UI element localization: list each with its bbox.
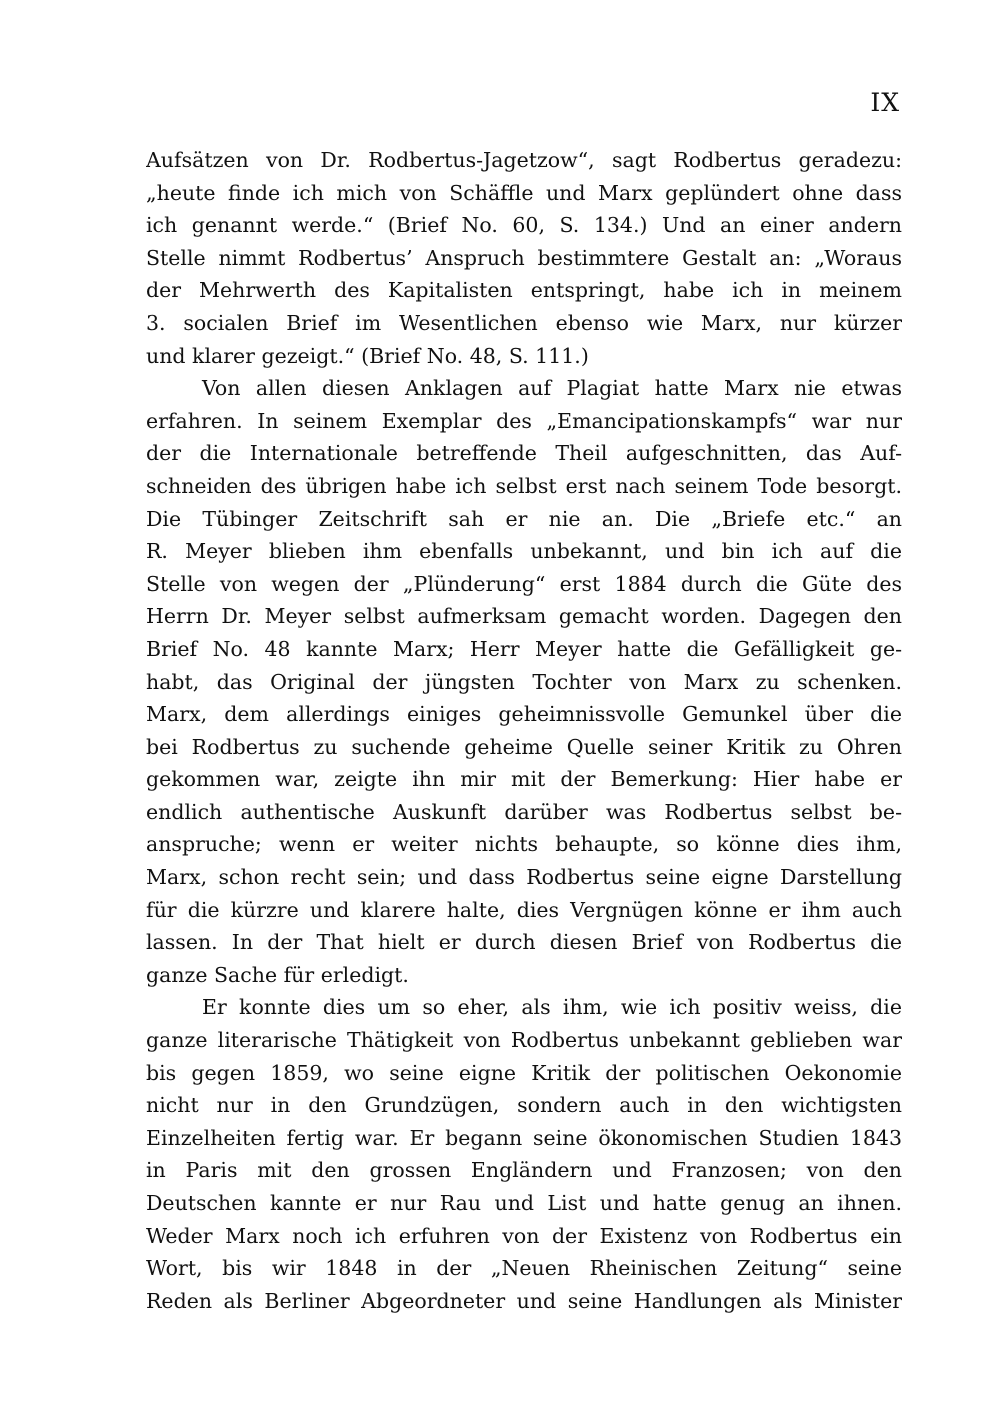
text-line: Herrn Dr. Meyer selbst aufmerksam gemacht worden. Dagegen den xyxy=(146,604,902,629)
text-line: R. Meyer blieben ihm ebenfalls unbekannt, und bin ich auf die xyxy=(146,539,902,564)
text-line: ganze literarische Thätigkeit von Rodbertus unbekannt geblieben war xyxy=(146,1028,902,1053)
text-line: Brief No. 48 kannte Marx; Herr Meyer hatte die Gefälligkeit ge- xyxy=(146,636,902,661)
text-line: Wort, bis wir 1848 in der „Neuen Rheinischen Zeitung“ seine xyxy=(146,1256,902,1281)
text-line: Aufsätzen von Dr. Rodbertus-Jagetzow“, sagt Rodbertus geradezu: xyxy=(146,148,902,172)
text-line: gekommen war, zeigte ihn mir mit der Bemerkung: Hier habe er xyxy=(146,767,902,792)
text-line: Einzelheiten fertig war. Er begann seine ökonomischen Studien 1843 xyxy=(146,1125,902,1150)
text-line: der die Internationale betreffende Theil aufgeschnitten, das Auf- xyxy=(146,441,902,466)
page-number: IX xyxy=(870,88,900,117)
text-line: und klarer gezeigt.“ (Brief No. 48, S. 111.) xyxy=(146,343,589,368)
text-line: schneiden des übrigen habe ich selbst erst nach seinem Tode besorgt. xyxy=(146,473,902,498)
text-line: endlich authentische Auskunft darüber was Rodbertus selbst be- xyxy=(146,799,902,824)
text-line: „heute finde ich mich von Schäffle und Marx geplündert ohne dass xyxy=(146,180,902,205)
text-line: für die kürzre und klarere halte, dies Vergnügen könne er ihm auch xyxy=(146,897,902,922)
text-line: lassen. In der That hielt er durch diesen Brief von Rodbertus die xyxy=(146,930,902,955)
text-line: habt, das Original der jüngsten Tochter von Marx zu schenken. xyxy=(146,669,902,694)
text-line: ich genannt werde.“ (Brief No. 60, S. 134.) Und an einer andern xyxy=(146,213,902,238)
text-line: Marx, dem allerdings einiges geheimnissvolle Gemunkel über die xyxy=(146,702,902,727)
text-line: Stelle von wegen der „Plünderung“ erst 1884 durch die Güte des xyxy=(146,571,902,596)
text-line: Deutschen kannte er nur Rau und List und hatte genug an ihnen. xyxy=(146,1191,902,1215)
text-line: Reden als Berliner Abgeordneter und seine Handlungen als Minister xyxy=(146,1288,902,1313)
text-line: ganze Sache für erledigt. xyxy=(146,962,409,987)
paragraph-first-line: Er konnte dies um so eher, als ihm, wie ich positiv weiss, die xyxy=(202,995,902,1020)
text-line: in Paris mit den grossen Engländern und Franzosen; von den xyxy=(146,1158,902,1183)
text-line: Marx, schon recht sein; und dass Rodbertus seine eigne Darstellung xyxy=(146,865,902,890)
text-line: der Mehrwerth des Kapitalisten entspringt, habe ich in meinem xyxy=(146,278,902,303)
text-line: erfahren. In seinem Exemplar des „Emancipationskampfs“ war nur xyxy=(146,408,902,433)
text-line: Die Tübinger Zeitschrift sah er nie an. Die „Briefe etc.“ an xyxy=(146,506,902,531)
text-line: bis gegen 1859, wo seine eigne Kritik der politischen Oekonomie xyxy=(146,1060,902,1085)
text-line: nicht nur in den Grundzügen, sondern auch in den wichtigsten xyxy=(146,1093,902,1118)
text-line: Stelle nimmt Rodbertus’ Anspruch bestimmtere Gestalt an: „Woraus xyxy=(146,245,902,270)
text-line: bei Rodbertus zu suchende geheime Quelle seiner Kritik zu Ohren xyxy=(146,734,902,759)
text-line: anspruche; wenn er weiter nichts behaupte, so könne dies ihm, xyxy=(146,832,902,857)
text-line: 3. socialen Brief im Wesentlichen ebenso wie Marx, nur kürzer xyxy=(146,310,902,335)
paragraph-first-line: Von allen diesen Anklagen auf Plagiat hatte Marx nie etwas xyxy=(202,376,902,401)
text-line: Weder Marx noch ich erfuhren von der Existenz von Rodbertus ein xyxy=(146,1223,902,1248)
body-text xyxy=(146,144,902,1317)
